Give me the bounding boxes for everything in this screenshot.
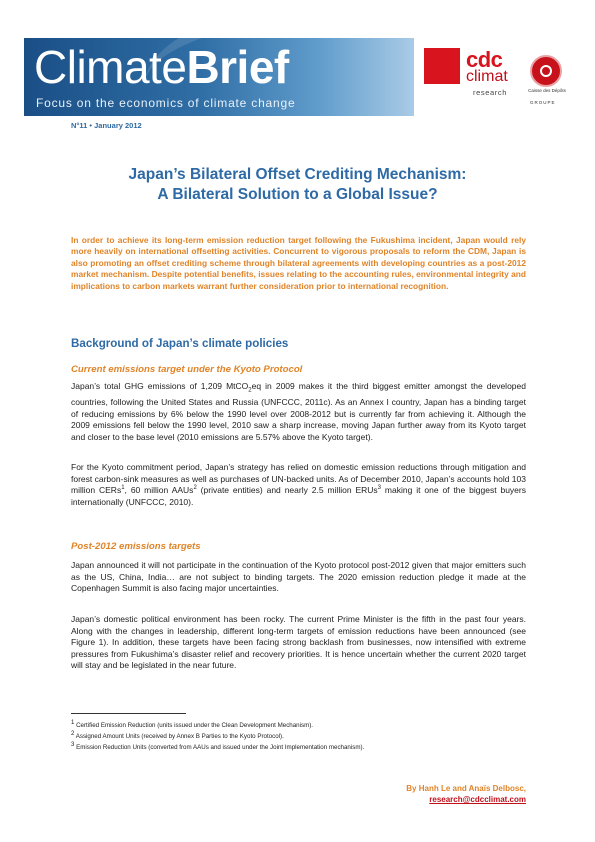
brand-bold: Brief [186, 41, 289, 93]
p1-part-b: eq in 2009 makes it the third biggest emitter amongst the developed countries, following the United States and Russia (UNFCCC, 2011c). As an Annex I country, Japan has a binding target of reducing emissions by 6% below the 1990 level over 2008-2012 but is currently far from achieving it. Although the 2009 emissions fell below the 1990 level, 2010 saw a sharp increase, moving Japan further away from its Kyoto target and closer to the base level (2010 emissions are 5.57% above the Kyoto target). [71, 381, 526, 443]
banner-tagline: Focus on the economics of climate change [36, 96, 296, 110]
logo-cdc-text: cdc [466, 47, 503, 72]
page-title [60, 165, 535, 205]
footnote-ref-2[interactable]: 2 [193, 485, 197, 492]
footnote-3-num: 3 [71, 741, 75, 748]
seal-groupe-text: GROUPE [530, 100, 556, 105]
p2-part-c: (private entities) and nearly 2.5 million ERUs [196, 485, 378, 496]
footnote-3 [71, 742, 531, 753]
section-heading: Background of Japan’s climate policies [71, 337, 289, 350]
footnote-1 [71, 720, 531, 731]
footnote-ref-1[interactable]: 1 [121, 485, 125, 492]
climate-brief-wordmark [34, 40, 289, 94]
caisse-des-depots-seal-icon [530, 55, 562, 87]
footnote-3-text: Emission Reduction Units (converted from AAUs and issued under the Joint Implementation mechanism). [74, 744, 365, 751]
author-byline: By Hanh Le and Anaïs Delbosc, [406, 784, 526, 793]
title-line-2: A Bilateral Solution to a Global Issue? [157, 186, 438, 203]
subheading-kyoto: Current emissions target under the Kyoto Protocol [71, 364, 303, 375]
p2-part-a: For the Kyoto commitment period, Japan’s strategy has relied on domestic emission reductions through mitigation and forest carbon-sink measures as well as purchases of UN-backed units. As of December 2010, Japan’s accounts hold 103 million CERs [71, 462, 526, 496]
author-email-link[interactable]: research@cdcclimat.com [429, 795, 526, 804]
p2-part-b: , 60 million AAUs [124, 485, 194, 496]
footnote-separator [71, 713, 186, 714]
issue-number: N°11 • January 2012 [71, 121, 142, 130]
subheading-post-2012: Post-2012 emissions targets [71, 541, 201, 552]
abstract: In order to achieve its long-term emission reduction target following the Fukushima incident, Japan would rely more heavily on international offsetting activities. Concurrent to vigorous proposals to reform the CDM, Japan is also promoting an offset crediting scheme through bilateral agreements with developing countries as a post-2012 market mechanism. Despite potential benefits, issues relating to the accounting rules, environmental integrity and implications to carbon markets warrant further consideration prior to international recognition. [71, 235, 526, 291]
p2-part-d: making it one of the biggest buyers internationally (UNFCCC, 2010). [71, 485, 526, 507]
footnote-1-text: Certified Emission Reduction (units issued under the Clean Development Mechanism). [74, 722, 314, 729]
footnote-2-text: Assigned Amount Units (received by Annex B Parties to the Kyoto Protocol). [74, 733, 284, 740]
footnotes [71, 720, 531, 753]
paragraph-post-2012: Japan announced it will not participate in the continuation of the Kyoto protocol post-2012 given that major emitters such as the US, China, India… are not subject to binding targets. The 2020 emission reduction pledge it made at the Copenhagen Summit is also facing major uncertainties. [71, 560, 526, 594]
title-line-1: Japan’s Bilateral Offset Crediting Mechanism: [128, 166, 467, 183]
footnote-1-num: 1 [71, 719, 75, 726]
cdc-logo-square [424, 48, 460, 84]
author-block [406, 783, 526, 805]
paragraph-emissions [71, 381, 526, 444]
paragraph-strategy [71, 462, 526, 508]
footnote-ref-3[interactable]: 3 [377, 485, 381, 492]
logo-research-text: research [473, 88, 507, 97]
brand-light: Climate [34, 41, 187, 93]
logo-climat-text: climat [466, 68, 508, 85]
p1-part-a: Japan’s total GHG emissions of 1,209 MtCO [71, 381, 249, 391]
p1-subscript: 2 [248, 387, 252, 394]
seal-text: Caisse des Dépôts [528, 88, 566, 93]
footnote-2 [71, 731, 531, 742]
footnote-2-num: 2 [71, 730, 75, 737]
paragraph-politics: Japan’s domestic political environment has been rocky. The current Prime Minister is the fifth in the past four years. Along with the changes in leadership, different long-term targets of emission reductions have been announced (see Figure 1). In addition, these targets have been facing strong backlash from businesses, now intensified with extreme pressures from Fukushima’s disaster relief and recovery priorities. It is hence uncertain whether the current 2020 target will stay and be legislated in the near future. [71, 614, 526, 671]
climate-brief-banner [24, 38, 414, 116]
